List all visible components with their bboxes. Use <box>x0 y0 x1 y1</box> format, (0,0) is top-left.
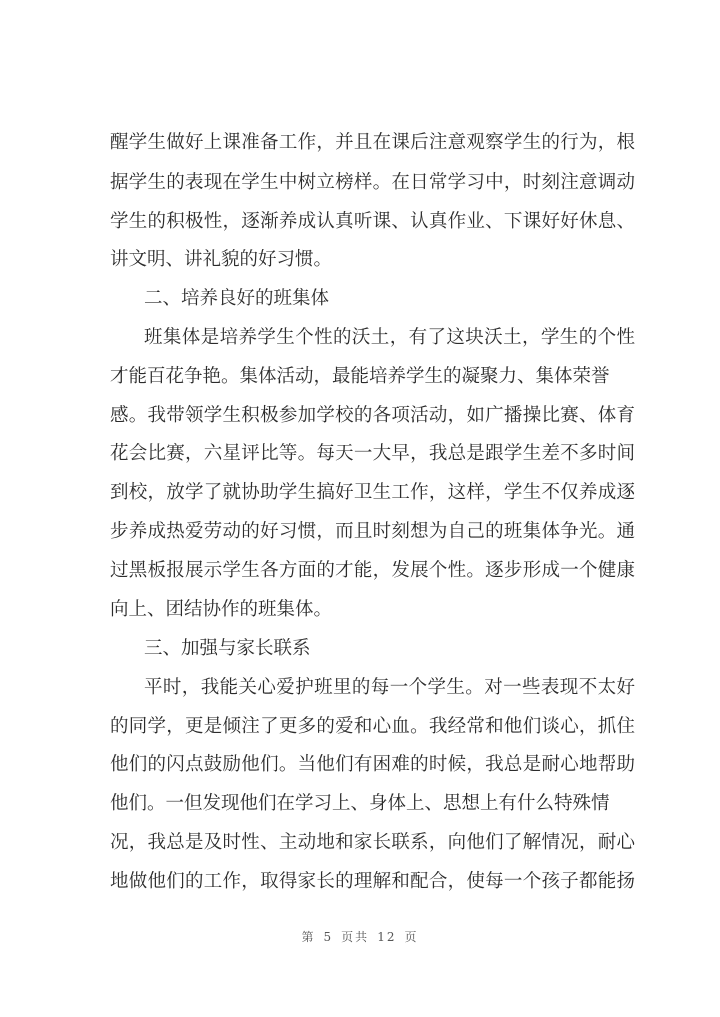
footer-middle: 页共 <box>341 930 370 944</box>
footer-page-number: 5 <box>323 930 334 944</box>
footer-suffix: 页 <box>404 930 419 944</box>
body-line: 的同学，更是倾注了更多的爱和心血。我经常和他们谈心，抓住 <box>110 716 635 737</box>
body-line: 班集体是培养学生个性的沃土，有了这块沃土，学生的个性 <box>144 327 635 348</box>
footer-total-pages: 12 <box>377 930 397 944</box>
body-line: 过黑板报展示学生各方面的才能，发展个性。逐步形成一个健康 <box>110 560 635 581</box>
body-line: 向上、团结协作的班集体。 <box>110 599 333 620</box>
body-line: 感。我带领学生积极参加学校的各项活动，如广播操比赛、体育 <box>110 405 635 426</box>
page-footer <box>0 928 720 945</box>
body-line: 平时，我能关心爱护班里的每一个学生。对一些表现不太好 <box>144 677 635 698</box>
body-line: 他们的闪点鼓励他们。当他们有困难的时候，我总是耐心地帮助 <box>110 754 635 775</box>
body-line: 况，我总是及时性、主动地和家长联系，向他们了解情况，耐心 <box>110 832 635 853</box>
body-line: 地做他们的工作，取得家长的理解和配合，使每一个孩子都能扬 <box>110 871 635 892</box>
section-heading-2: 二、培养良好的班集体 <box>144 288 330 309</box>
body-line: 到校，放学了就协助学生搞好卫生工作，这样，学生不仅养成逐 <box>110 482 635 503</box>
body-line: 步养成热爱劳动的好习惯，而且时刻想为自己的班集体争光。通 <box>110 521 635 542</box>
body-line: 讲文明、讲礼貌的好习惯。 <box>110 249 333 270</box>
section-heading-3: 三、加强与家长联系 <box>144 638 311 659</box>
footer-prefix: 第 <box>301 930 316 944</box>
body-line: 学生的积极性，逐渐养成认真听课、认真作业、下课好好休息、 <box>110 211 635 232</box>
body-line: 他们。一但发现他们在学习上、身体上、思想上有什么特殊情 <box>110 793 610 814</box>
body-line: 花会比赛，六星评比等。每天一大早，我总是跟学生差不多时间 <box>110 443 635 464</box>
body-line: 才能百花争艳。集体活动，最能培养学生的凝聚力、集体荣誉 <box>110 366 610 387</box>
body-line: 据学生的表现在学生中树立榜样。在日常学习中，时刻注意调动 <box>110 172 635 193</box>
body-line: 醒学生做好上课准备工作，并且在课后注意观察学生的行为，根 <box>110 132 635 153</box>
